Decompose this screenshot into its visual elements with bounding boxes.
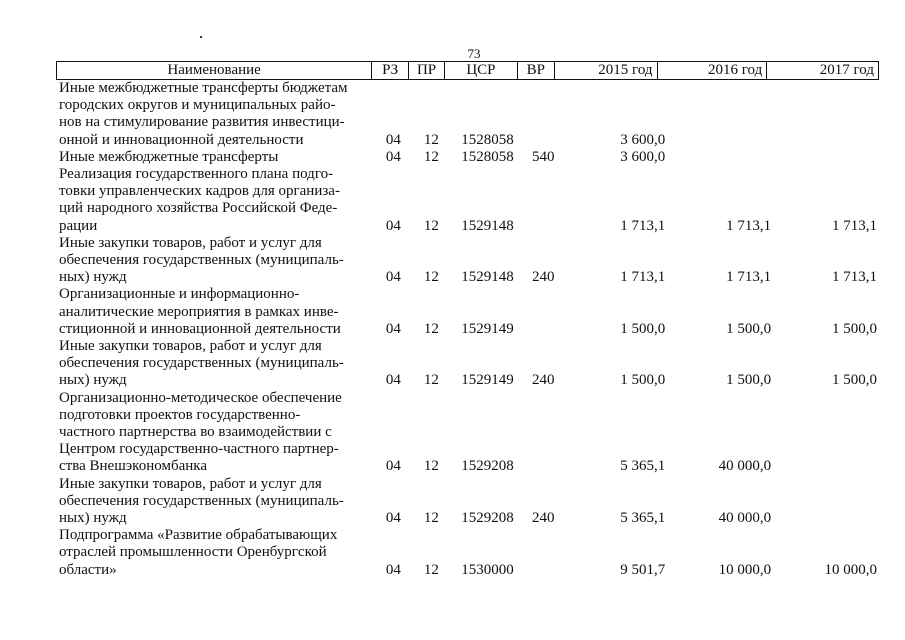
row-vr: 240 xyxy=(531,372,555,389)
row-name: Реализация государственного плана подго- товки управленческих кадров для организа- ций народного хозяйства Российской Феде- рации xyxy=(59,166,340,234)
row-csr: 1529148 xyxy=(461,269,514,286)
row-pr: 12 xyxy=(423,131,439,148)
table-row xyxy=(59,286,877,338)
row-csr: 1529149 xyxy=(461,372,514,389)
row-vr: 540 xyxy=(531,148,555,165)
row-name: Иные закупки товаров, работ и услуг для обеспечения государственных (муниципаль- ных) нужд xyxy=(59,475,344,527)
table-row xyxy=(59,476,877,528)
row-2017: 1 500,0 xyxy=(831,320,877,337)
table-row xyxy=(59,235,877,287)
row-2016: 40 000,0 xyxy=(718,510,772,527)
row-2016: 1 500,0 xyxy=(726,372,772,389)
row-2015: 1 713,1 xyxy=(620,269,666,286)
row-rz: 04 xyxy=(385,372,401,389)
row-vr: 240 xyxy=(531,269,555,286)
row-name: Организационно-методическое обеспечение подготовки проектов государственно- частного партнерства во взаимодействии с Центром государственно-частного партнер- ства Внешэкономбанка xyxy=(59,389,342,475)
row-pr: 12 xyxy=(423,217,439,234)
page-number: 73 xyxy=(467,46,481,61)
row-pr: 12 xyxy=(423,148,439,165)
row-name: Иные межбюджетные трансферты бюджетам городских округов и муниципальных райо- нов на стимулирование развития инвестици- онной и инновационной деятельности xyxy=(59,80,348,148)
header-rz: РЗ xyxy=(372,62,409,79)
table-row xyxy=(59,166,877,235)
header-pr: ПР xyxy=(409,62,445,79)
row-csr: 1528058 xyxy=(461,148,514,165)
row-rz: 04 xyxy=(385,269,401,286)
row-rz: 04 xyxy=(385,131,401,148)
row-name: Иные закупки товаров, работ и услуг для обеспечения государственных (муниципаль- ных) нужд xyxy=(59,338,344,389)
row-2015: 5 365,1 xyxy=(620,458,666,475)
row-2016: 1 713,1 xyxy=(726,269,772,286)
scan-speck xyxy=(200,36,202,38)
row-2015: 3 600,0 xyxy=(620,148,666,165)
header-2015: 2015 год xyxy=(555,62,658,79)
row-csr: 1529208 xyxy=(461,510,514,527)
row-vr: 240 xyxy=(531,510,555,527)
row-csr: 1529208 xyxy=(461,458,514,475)
row-2017: 10 000,0 xyxy=(824,561,877,578)
row-pr: 12 xyxy=(423,372,439,389)
row-rz: 04 xyxy=(385,148,401,165)
header-name: Наименование xyxy=(57,62,372,79)
row-pr: 12 xyxy=(423,458,439,475)
row-csr: 1530000 xyxy=(461,561,514,578)
row-name: Иные закупки товаров, работ и услуг для обеспечения государственных (муниципаль- ных) нужд xyxy=(59,234,344,286)
row-rz: 04 xyxy=(385,561,401,578)
row-2015: 1 500,0 xyxy=(620,320,666,337)
table-header xyxy=(56,61,879,80)
row-2016: 1 713,1 xyxy=(726,217,772,234)
row-name: Иные межбюджетные трансферты xyxy=(59,148,279,165)
row-pr: 12 xyxy=(423,510,439,527)
table-row xyxy=(59,338,877,390)
row-2015: 9 501,7 xyxy=(620,561,666,578)
row-name: Подпрограмма «Развитие обрабатывающих отраслей промышленности Оренбургской области» xyxy=(59,527,338,578)
row-csr: 1529148 xyxy=(461,217,514,234)
row-2015: 3 600,0 xyxy=(620,131,666,148)
table-row xyxy=(59,390,877,476)
table-body xyxy=(59,80,877,579)
row-2015: 1 500,0 xyxy=(620,372,666,389)
header-vr: ВР xyxy=(518,62,555,79)
row-2016: 40 000,0 xyxy=(718,458,772,475)
row-rz: 04 xyxy=(385,217,401,234)
table-row xyxy=(59,149,877,166)
header-2017: 2017 год xyxy=(819,62,874,78)
row-csr: 1528058 xyxy=(461,131,514,148)
table-row xyxy=(59,527,877,579)
row-pr: 12 xyxy=(423,269,439,286)
row-name: Организационные и информационно- аналитические мероприятия в рамках инве- стиционной и инновационной деятельности xyxy=(59,286,341,337)
row-2017: 1 713,1 xyxy=(831,217,877,234)
row-csr: 1529149 xyxy=(461,320,514,337)
row-2016: 10 000,0 xyxy=(718,561,772,578)
row-pr: 12 xyxy=(423,320,439,337)
row-2015: 5 365,1 xyxy=(620,510,666,527)
header-2016: 2016 год xyxy=(658,62,768,79)
table-row xyxy=(59,80,877,149)
row-rz: 04 xyxy=(385,320,401,337)
row-pr: 12 xyxy=(423,561,439,578)
row-rz: 04 xyxy=(385,458,401,475)
header-csr: ЦСР xyxy=(445,62,518,79)
row-2017: 1 500,0 xyxy=(831,372,877,389)
row-2016: 1 500,0 xyxy=(726,320,772,337)
row-2015: 1 713,1 xyxy=(620,217,666,234)
row-rz: 04 xyxy=(385,510,401,527)
row-2017: 1 713,1 xyxy=(831,269,877,286)
